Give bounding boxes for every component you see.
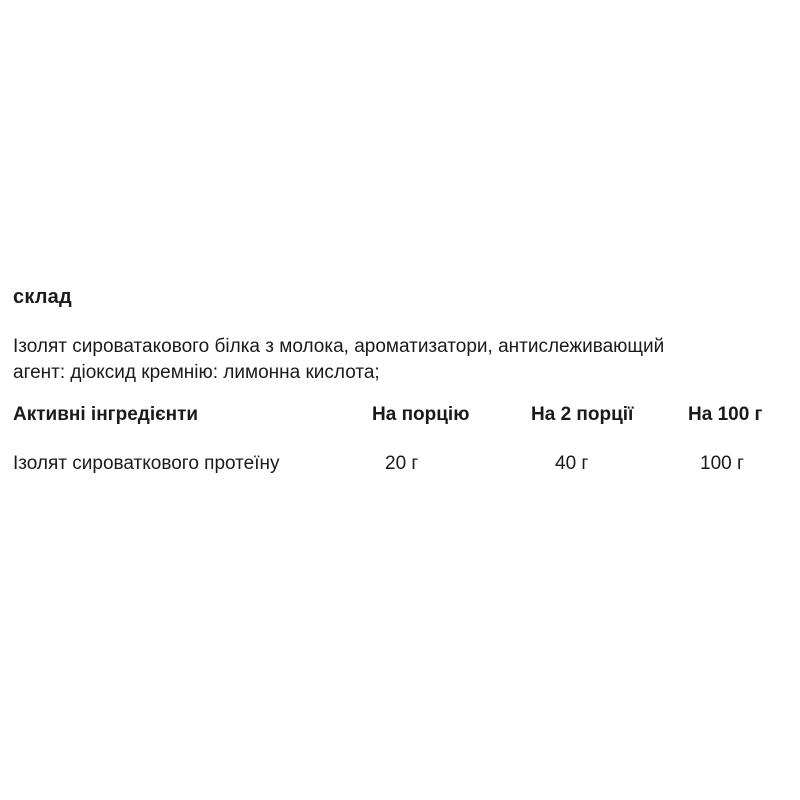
table-row	[0, 453, 800, 481]
header-active-ingredients: Активні інгредієнти	[13, 404, 199, 425]
composition-line-1: Ізолят сироватакового білка з молока, ароматизатори, антислеживающий	[13, 336, 665, 357]
composition-text	[13, 334, 788, 386]
ingredient-name: Ізолят сироваткового протеїну	[13, 453, 280, 474]
header-per-serving: На порцію	[372, 404, 470, 425]
ingredient-per-serving: 20 г	[385, 453, 419, 474]
composition-line-2: агент: діоксид кремнію: лимонна кислота;	[13, 362, 380, 383]
header-per-2-servings: На 2 порції	[531, 404, 634, 425]
ingredient-per-2-servings: 40 г	[555, 453, 589, 474]
ingredient-per-100g: 100 г	[700, 453, 744, 474]
section-title: склад	[13, 286, 72, 308]
header-per-100g: На 100 г	[688, 404, 763, 425]
ingredients-table-header	[0, 404, 800, 432]
